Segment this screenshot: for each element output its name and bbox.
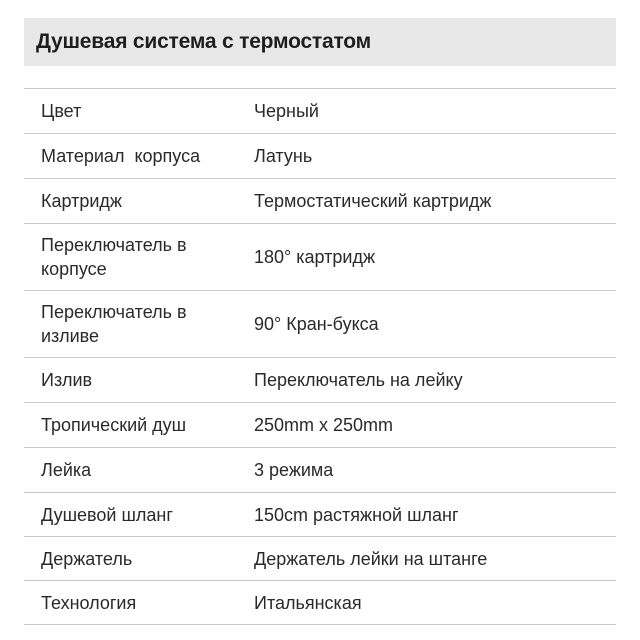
spec-label: Держатель: [41, 548, 133, 569]
page-title: Душевая система с термостатом: [36, 30, 371, 53]
spec-value: Держатель лейки на штанге: [254, 548, 488, 569]
spec-value: 150cm растяжной шланг: [254, 504, 459, 525]
spec-value: 90° Кран-букса: [254, 314, 379, 334]
spec-label: [24, 300, 254, 348]
spec-row-cartridge: [24, 179, 616, 224]
spec-row-technology: [24, 581, 616, 625]
spec-value: 180° картридж: [254, 247, 375, 267]
spec-label-line: Переключатель в: [41, 235, 187, 255]
spec-value: Латунь: [254, 146, 313, 166]
spec-label: [24, 233, 254, 281]
spec-row-spout: [24, 358, 616, 403]
spec-table: [24, 88, 616, 625]
spec-label: Материал корпуса: [41, 146, 201, 166]
spec-row-color: [24, 89, 616, 134]
spec-label: Технология: [41, 592, 137, 613]
spec-row-holder: [24, 537, 616, 581]
spec-label-line: корпусе: [41, 259, 107, 279]
title-bar: [24, 18, 616, 66]
spec-value: Черный: [254, 101, 319, 121]
spec-value: 250mm x 250mm: [254, 415, 394, 435]
spec-label: Цвет: [41, 101, 82, 121]
spec-row-body-material: [24, 134, 616, 179]
spec-row-body-switch: [24, 224, 616, 291]
spec-value: Термостатический картридж: [254, 191, 492, 211]
spec-label: Излив: [41, 370, 93, 390]
spec-label: Картридж: [41, 191, 122, 211]
spec-label-line: Переключатель в: [41, 302, 187, 322]
spec-row-shower-hose: [24, 493, 616, 537]
spec-label-line: изливе: [41, 326, 100, 346]
spec-row-hand-shower: [24, 448, 616, 493]
spec-row-spout-switch: [24, 291, 616, 358]
spec-value: 3 режима: [254, 460, 334, 480]
spec-row-rain-shower: [24, 403, 616, 448]
spec-value: Переключатель на лейку: [254, 370, 463, 390]
spec-label: Тропический душ: [41, 415, 187, 435]
spec-label: Лейка: [41, 460, 92, 480]
spec-label: Душевой шланг: [41, 504, 173, 525]
spec-value: Итальянская: [254, 592, 362, 613]
